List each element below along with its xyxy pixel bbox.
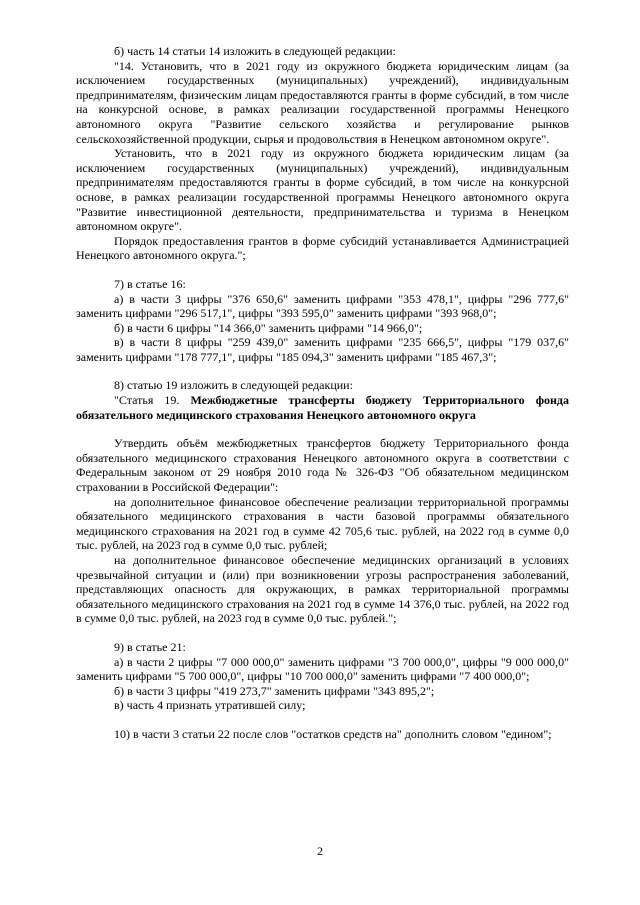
paragraph: в) в части 8 цифры "259 439,0" заменить цифрами "235 666,5", цифры "179 037,6" заменить цифрами "178 777,1", цифры "185 094,3" заменить цифрами "185 467,3"; xyxy=(76,335,569,364)
paragraph: 7) в статье 16: xyxy=(114,276,186,291)
paragraph: на дополнительное финансовое обеспечение медицинских организаций в условиях чрезвычайной ситуации и (или) при возникновении угрозы распространения заболеваний, представляющих опасность для окружающих, в рамках территориальной программы обязательного медицинского страхования на 2021 год в сумме 14 376,0 тыс. рублей, на 2022 год в сумме 0,0 тыс. рублей, на 2023 год в сумме 0,0 тыс. рублей."; xyxy=(76,553,569,626)
article-heading xyxy=(76,393,569,422)
paragraph: Порядок предоставления грантов в форме субсидий устанавливается Администрацией Ненецкого автономного округа."; xyxy=(76,233,569,263)
paragraph: Установить, что в 2021 году из окружного бюджета юридическим лицам (за исключением государственных (муниципальных) учреждений), индивидуальным предпринимателям предоставляются гранты в форме субсидий, в том числе на конкурсной основе, в рамках реализации государственной программы Ненецкого автономного округа "Развитие инвестиционной деятельности, предпринимательства и туризма в Ненецком автономном округе". xyxy=(76,146,569,234)
paragraph: Утвердить объём межбюджетных трансфертов бюджету Территориального фонда обязательного медицинского страхования Ненецкого автономного округа в соответствии с Федеральным законом от 29 ноября 2010 года № 326-ФЗ "Об обязательном медицинском страховании в Российской Федерации": xyxy=(76,436,569,495)
paragraph: на дополнительное финансовое обеспечение реализации территориальной программы обязательного медицинского страхования в части базовой программы обязательного медицинского страхования на 2021 год в сумме 42 705,6 тыс. рублей, на 2022 год в сумме 0,0 тыс. рублей, на 2023 год в сумме 0,0 тыс. рублей; xyxy=(76,494,569,553)
paragraph: 8) статью 19 изложить в следующей редакции: xyxy=(114,378,353,393)
paragraph: 10) в части 3 статьи 22 после слов "остатков средств на" дополнить словом "едином"; xyxy=(114,726,552,741)
paragraph: б) в части 6 цифры "14 366,0" заменить цифрами "14 966,0"; xyxy=(114,320,423,335)
paragraph: в) часть 4 признать утратившей силу; xyxy=(114,698,306,713)
paragraph: а) в части 2 цифры "7 000 000,0" заменить цифрами "3 700 000,0", цифры "9 000 000,0" заменить цифрами "5 700 000,0", цифры "10 700 000,0" заменить цифрами "7 400 000,0"; xyxy=(76,654,569,684)
paragraph: "14. Установить, что в 2021 году из окружного бюджета юридическим лицам (за исключением государственных (муниципальных) учреждений), индивидуальным предпринимателям, физическим лицам предоставляются гранты в форме субсидий, в том числе на конкурсной основе, в рамках реализации государственной программы Ненецкого автономного округа "Развитие сельского хозяйства и регулирование рынков сельскохозяйственной продукции, сырья и продовольствия в Ненецком автономном округе". xyxy=(76,58,569,146)
paragraph: б) часть 14 статьи 14 изложить в следующей редакции: xyxy=(114,44,396,58)
page-number: 2 xyxy=(317,844,323,858)
paragraph: 9) в статье 21: xyxy=(114,639,186,654)
paragraph: а) в части 3 цифры "376 650,6" заменить цифрами "353 478,1", цифры "296 777,6" заменить цифрами "296 517,1", цифры "393 595,0" заменить цифрами "393 968,0"; xyxy=(76,291,569,321)
document-body xyxy=(76,44,569,742)
article-title: Межбюджетные трансферты бюджету Территориального фонда обязательного медицинского страхования Ненецкого автономного округа xyxy=(76,393,569,422)
article-number: "Статья 19. xyxy=(114,393,191,408)
paragraph: б) в части 3 цифры "419 273,7" заменить цифрами "343 895,2"; xyxy=(114,683,435,698)
